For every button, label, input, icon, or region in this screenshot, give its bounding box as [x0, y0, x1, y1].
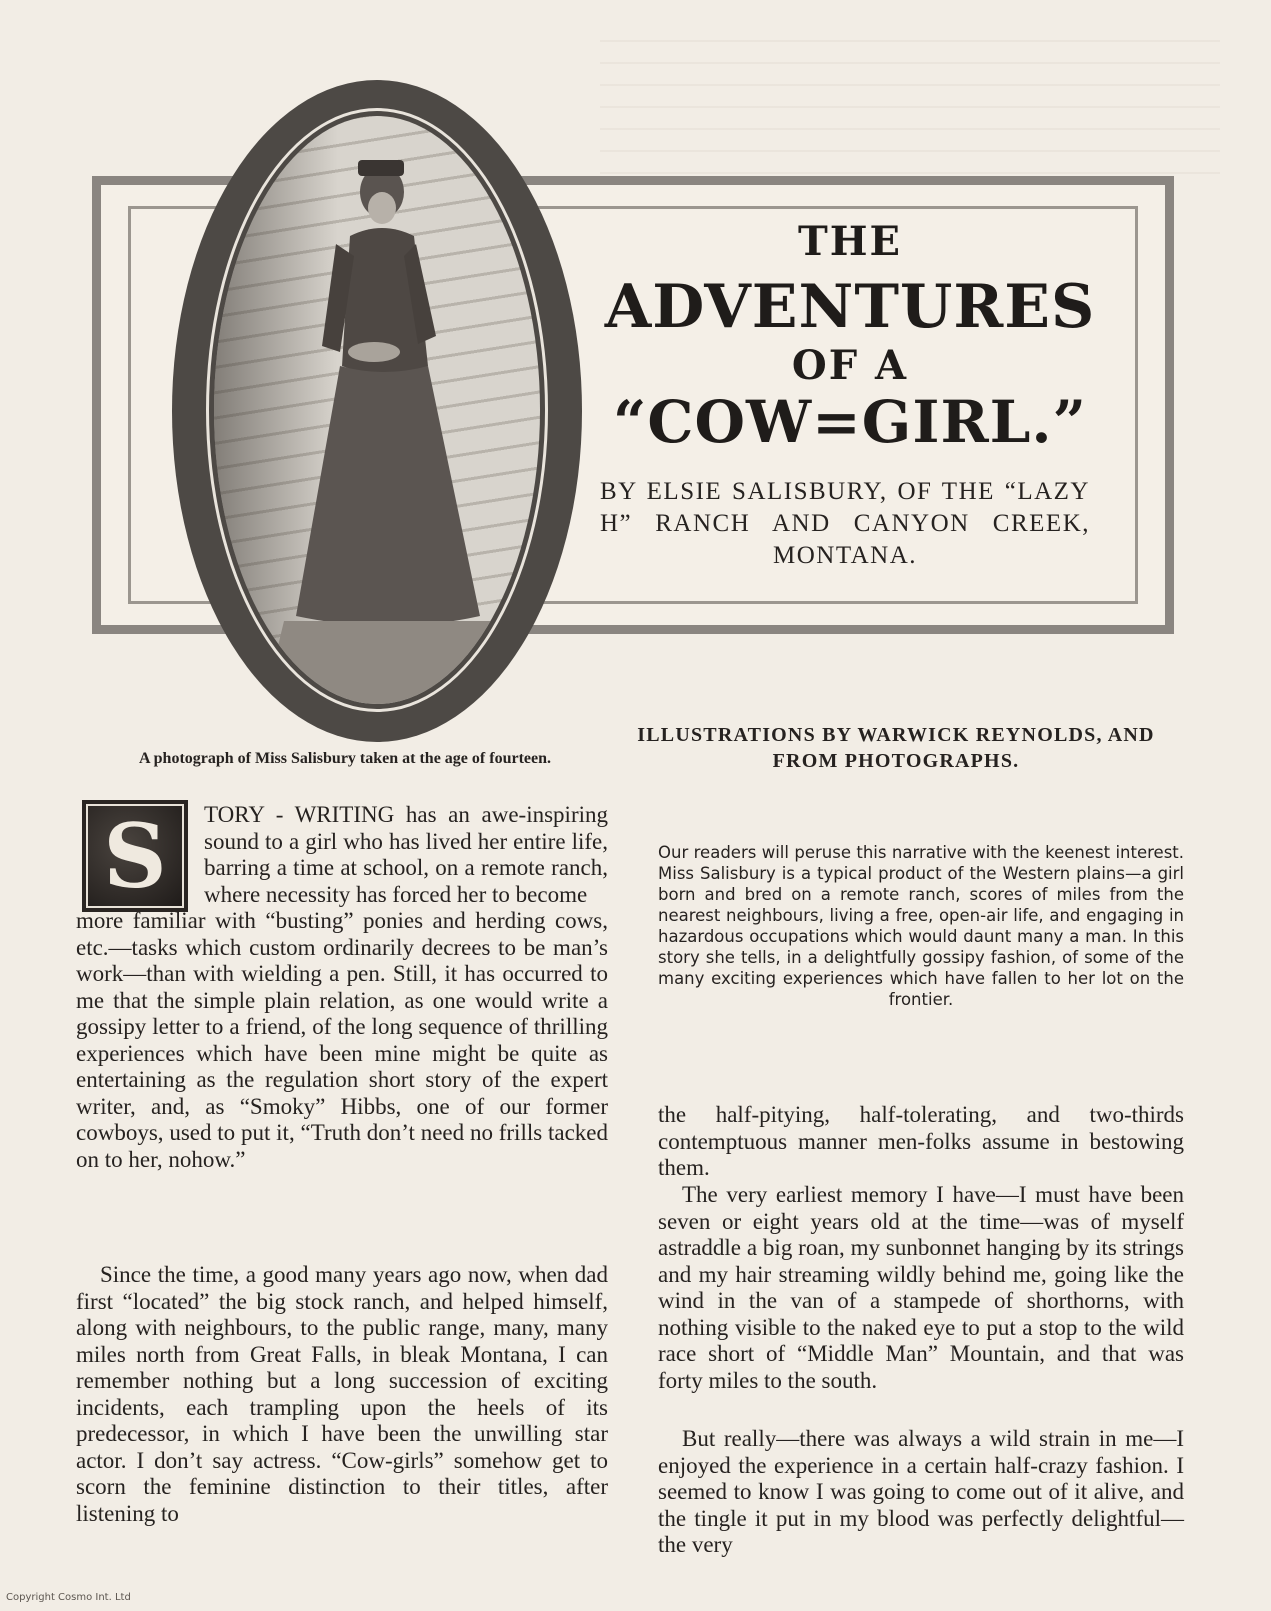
- editor-intro-note: Our readers will peruse this narrative with the keenest interest. Miss Salisbury is a typical product of the Western plains—a girl born and bred on a remote ranch, scores of miles from the nearest neighbours, living a free, open-air life, and engaging in hazardous occupations which would daunt many a man. In this story she tells, in a delightfully gossipy fashion, of some of the many exciting experiences which have fallen to her lot on the frontier.: [658, 843, 1184, 1009]
- paragraph-5: But really—there was always a wild strain in me—I enjoyed the experience in a certain half-crazy fashion. I seemed to know I was going to come out of it alive, and the tingle it put in my blood was perfectly delightful—the very: [658, 1426, 1184, 1557]
- photo-caption: A photograph of Miss Salisbury taken at the age of fourteen.: [138, 750, 551, 767]
- paragraph-1-start: TORY - WRITING has an awe-inspiring sound to a girl who has lived her entire life, barring a time at school, on a remote ranch, where necessity has forced her to become: [204, 802, 608, 907]
- paragraph-4: The very earliest memory I have—I must have been seven or eight years old at the time—was of myself astraddle a big roan, my sunbonnet hanging by its strings and my hair streaming wildly behind me, going like the wind in the van of a stampede of shorthorns, with nothing visible to the naked eye to put a stop to the wild race short of “Middle Man” Mountain, and that was forty miles to the south.: [658, 1182, 1184, 1393]
- dropcap-inner: [86, 804, 184, 908]
- paragraph-3: the half-pitying, half-tolerating, and two-thirds contemptuous manner men-folks assume in bestowing them.: [658, 1102, 1184, 1180]
- title-the: THE: [797, 218, 903, 265]
- title-of-a: OF A: [791, 342, 909, 389]
- paragraph-2: Since the time, a good many years ago now, when dad first “located” the big stock ranch, and helped himself, along with neighbours, to the public range, many, many miles north from Great Falls, in bleak Montana, I can remember nothing but a long succession of exciting incidents, each trampling upon the heels of its predecessor, in which I have been the unwilling star actor. I don’t say actress. “Cow-girls” somehow get to scorn the feminine distinction to their titles, after listening to: [76, 1262, 608, 1526]
- copyright-footer: Copyright Cosmo Int. Ltd: [6, 1592, 131, 1603]
- paragraph-1-rest: more familiar with “busting” ponies and herding cows, etc.—tasks which custom ordinarily decrees to be man’s work—than with wielding a pen. Still, it has occurred to me that the simple plain relation, as one would write a gossipy letter to a friend, of the long sequence of thrilling experiences which have been mine might be quite as entertaining as the regulation short story of the expert writer, and, as “Smoky” Hibbs, one of our former cowboys, used to put it, “Truth don’t need no frills tacked on to her, nohow.”: [76, 908, 608, 1172]
- title-adventures: ADVENTURES: [604, 272, 1096, 342]
- woman-figure-image: [214, 116, 540, 704]
- dropcap-letter: S: [103, 804, 167, 908]
- illustrations-credit: ILLUSTRATIONS BY WARWICK REYNOLDS, AND FROM PHOTOGRAPHS.: [637, 724, 1155, 772]
- ornamental-dropcap: [82, 800, 188, 912]
- title-cow-girl: “COW=GIRL.”: [613, 388, 1087, 456]
- show-through-text: [600, 20, 1220, 180]
- portrait-photo: [214, 116, 540, 704]
- byline: BY ELSIE SALISBURY, OF THE “LAZY H” RANCH AND CANYON CREEK, MONTANA.: [600, 478, 1090, 569]
